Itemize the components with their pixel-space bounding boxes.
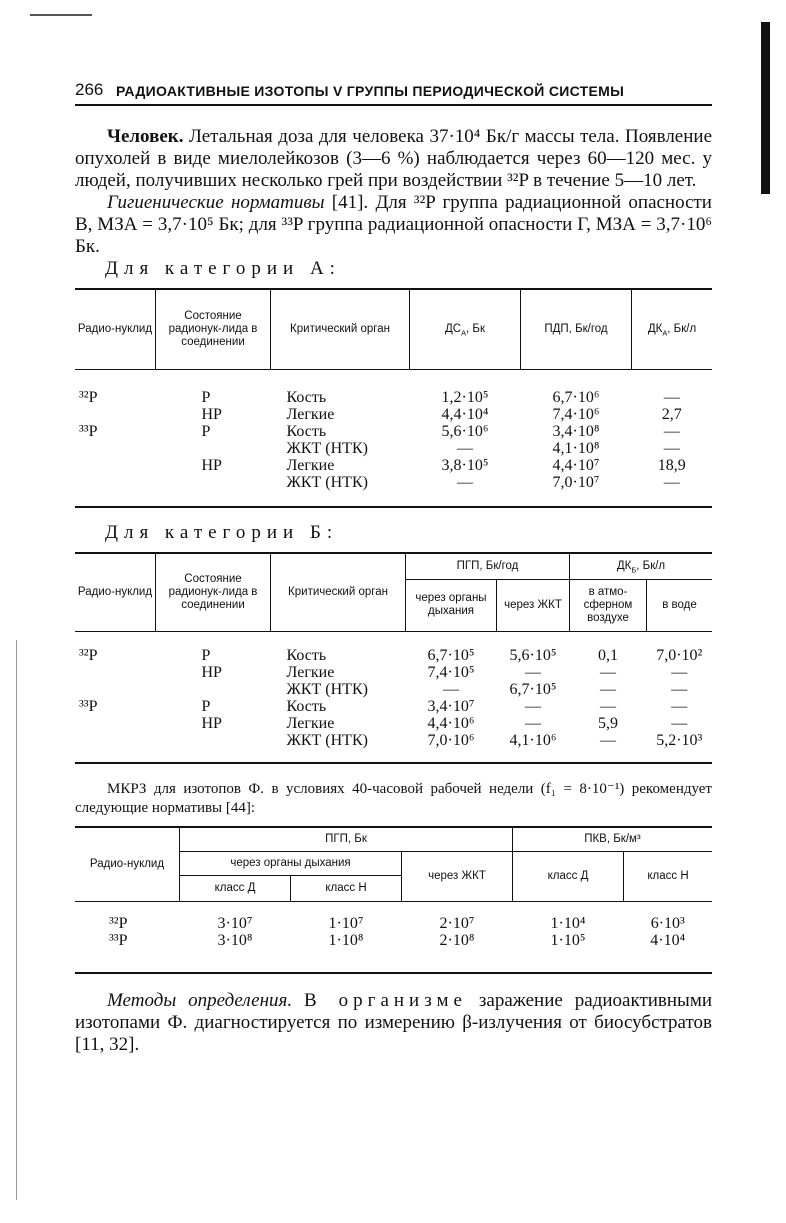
col-group-dk: $ДК_Б$, Бк/л (570, 553, 713, 579)
category-a-body (75, 369, 712, 507)
col-pkv-class-d: класс Д (513, 851, 624, 901)
col-organ: Критический орган (271, 553, 406, 631)
running-head (75, 78, 712, 106)
scan-artifact-top (30, 14, 92, 16)
table-row: ³³P Р Кость 3,4·10⁷ — — — (79, 698, 688, 715)
col-state: Состояние радионук-лида в соединении (156, 553, 271, 631)
col-dk: $ДК_A$, Бк/л (647, 322, 697, 338)
table-row: ³²P 3·10⁷ 1·10⁷ 2·10⁷ 1·10⁴ 6·10³ (109, 915, 685, 932)
col-state: Состояние радионук-лида в соединении (156, 289, 271, 369)
running-title: РАДИОАКТИВНЫЕ ИЗОТОПЫ V ГРУППЫ ПЕРИОДИЧЕСКОЙ СИСТЕМЫ (116, 83, 625, 99)
table-row: ЖКТ (НТК) 7,0·10⁶ 4,1·10⁶ — 5,2·10³ (286, 732, 703, 749)
table-row: НР Легкие 4,4·10⁶ — 5,9 — (201, 715, 688, 732)
human-paragraph (75, 126, 712, 192)
category-a-header-row (75, 289, 712, 369)
col-organ: Критический орган (271, 289, 410, 369)
table-row: ³²P Р Кость 1,2·10⁵ 6,7·10⁶ — (79, 389, 680, 406)
human-label: Человек. (107, 126, 184, 147)
hygiene-text: [41]. Для ³²P группа радиационной опасности В, МЗА = 3,7·10⁵ Бк; для ³³P группа радиационной опасности Г, МЗА = 3,7·10⁶ Бк. (75, 192, 712, 257)
methods-label: Методы определения. (107, 990, 293, 1011)
methods-paragraph (75, 990, 712, 1056)
category-b-body (75, 631, 712, 763)
col-ds: $ДС_A$, Бк (410, 289, 521, 369)
hygiene-label: Гигиенические нормативы (107, 192, 325, 213)
col-group-respiratory: через органы дыхания (180, 851, 402, 875)
table-row: ³³P Р Кость 5,6·10⁶ 3,4·10⁸ — (79, 423, 680, 440)
col-group-pkv: ПКВ, Бк/м³ (513, 827, 713, 851)
col-class-n: класс Н (291, 875, 402, 901)
methods-text: заражение радиоактивными изотопами Ф. диагностируется по измерению β-излучения от биосубстратов [11, 32]. (75, 990, 713, 1055)
col-group-pgp: ПГП, Бк (180, 827, 513, 851)
book-page (75, 78, 712, 1056)
table-row: НР Легкие 4,4·10⁴ 7,4·10⁶ 2,7 (201, 406, 682, 423)
mkrz-body (75, 901, 712, 973)
category-b-heading: Для категории Б: (105, 522, 339, 543)
scan-artifact-right-bar (761, 22, 770, 194)
col-group-pgp: ПГП, Бк/год (406, 553, 570, 579)
col-dk-water: в воде (647, 579, 713, 631)
category-a-table (75, 288, 712, 508)
col-radionuclide: Радио-нуклид (75, 553, 156, 631)
col-radionuclide: Радио-нуклид (75, 289, 156, 369)
scan-artifact-left-line (16, 640, 17, 1200)
col-gi: через ЖКТ (402, 851, 513, 901)
col-pgp-gi: через ЖКТ (497, 579, 570, 631)
table-row: ³²P Р Кость 6,7·10⁵ 5,6·10⁵ 0,1 7,0·10² (79, 647, 703, 664)
col-pgp-respiratory: через органы дыхания (406, 579, 497, 631)
table-row: ³³P 3·10⁸ 1·10⁸ 2·10⁸ 1·10⁵ 4·10⁴ (109, 932, 686, 949)
category-a-heading: Для категории А: (105, 258, 341, 279)
table-row: НР Легкие 3,8·10⁵ 4,4·10⁷ 18,9 (201, 457, 686, 474)
table-row: НР Легкие 7,4·10⁵ — — — (201, 664, 688, 681)
hygiene-paragraph (75, 192, 712, 258)
table-row: ЖКТ (НТК) — 4,1·10⁸ — (286, 440, 680, 457)
col-class-d: класс Д (180, 875, 291, 901)
col-pkv-class-n: класс Н (624, 851, 713, 901)
col-dk-air: в атмо-сферном воздухе (570, 579, 647, 631)
table-row: ЖКТ (НТК) — 6,7·10⁵ — — (286, 681, 688, 698)
col-radionuclide: Радио-нуклид (75, 827, 180, 901)
category-b-table (75, 552, 712, 764)
mkrz-table (75, 826, 712, 974)
page-number: 266 (75, 80, 104, 99)
methods-spaced-word: В организме (304, 990, 467, 1011)
table-row: ЖКТ (НТК) — 7,0·10⁷ — (286, 474, 680, 491)
human-text: Летальная доза для человека 37·10⁴ Бк/г массы тела. Появление опухолей в виде миелолейкозов (3—6 %) наблюдается через 60—120 мес. у людей, получивших несколько грей при воздействии ³²P в течение 5—10 лет. (75, 126, 712, 191)
mkrz-paragraph: МКРЗ для изотопов Ф. в условиях 40-часовой рабочей недели (f₁ = 8·10⁻¹) рекомендует следующие нормативы [44]: (75, 781, 712, 816)
col-pdp: ПДП, Бк/год (521, 289, 632, 369)
